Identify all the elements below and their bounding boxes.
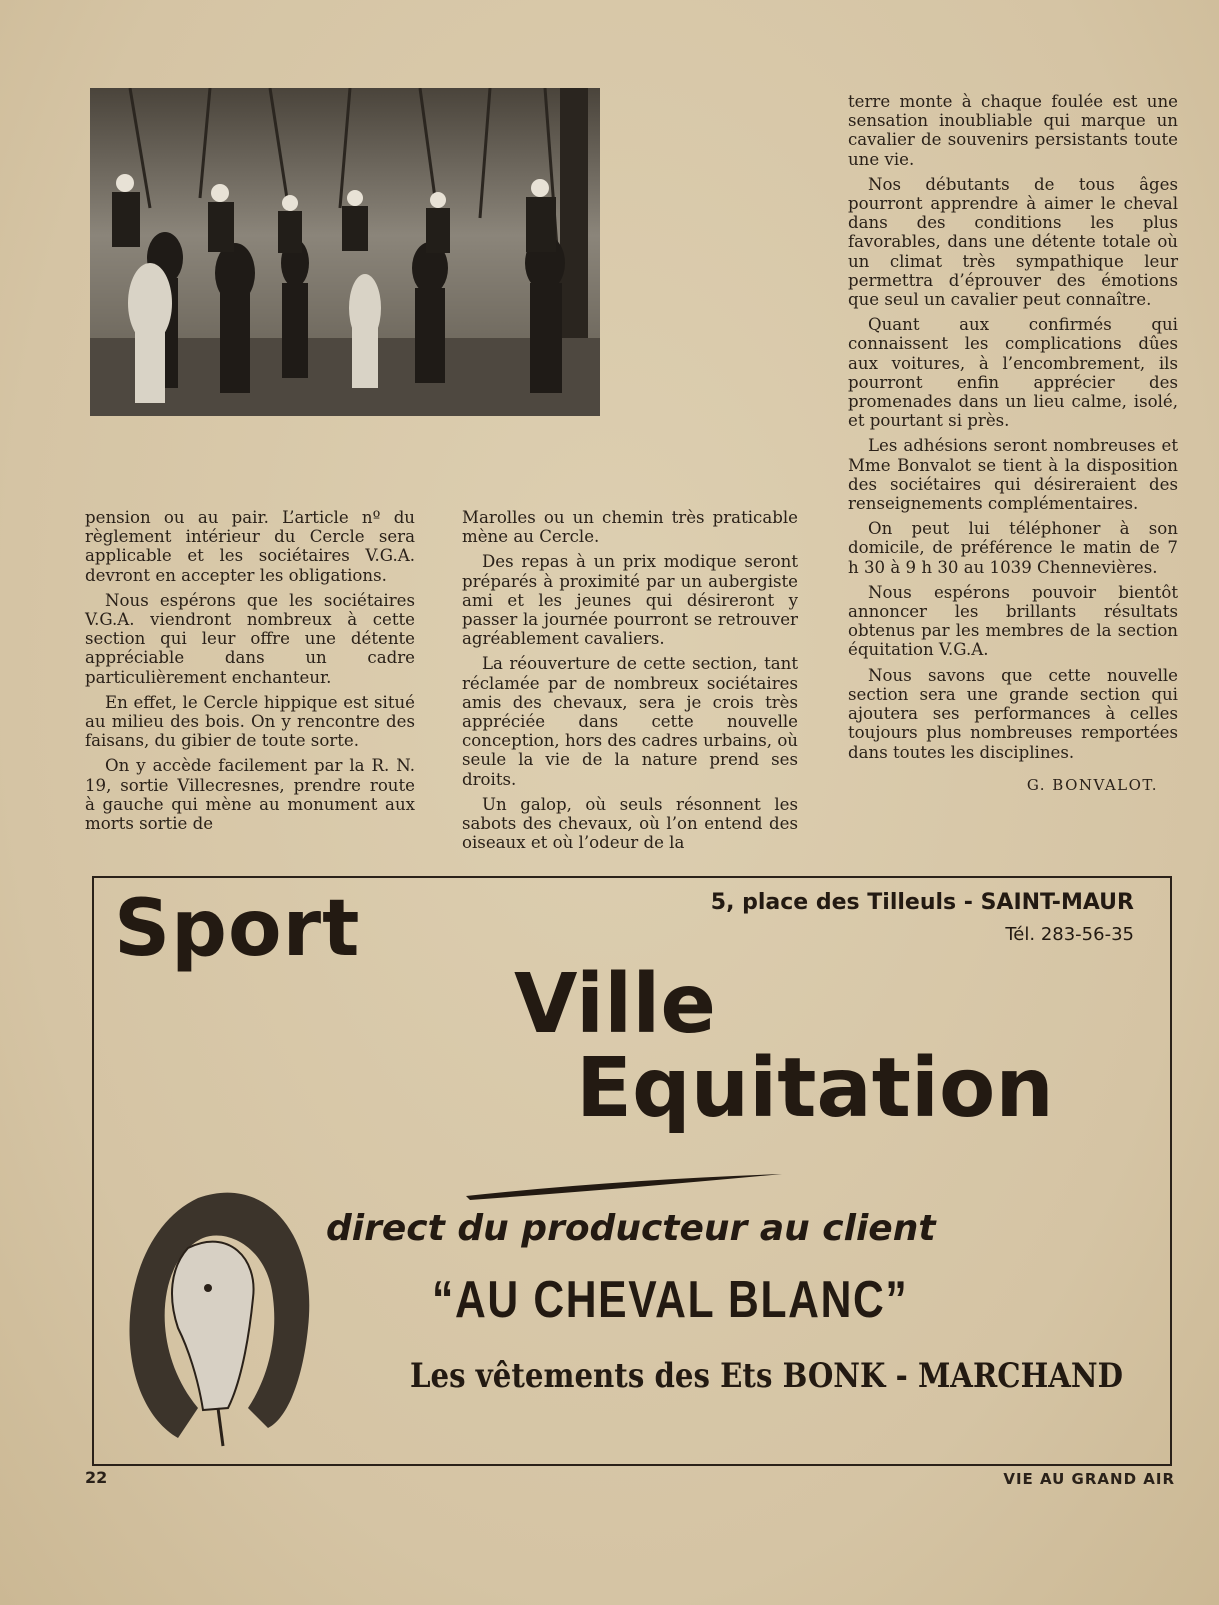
paragraph: La réouverture de cette section, tant réclamée par de nombreux sociétaires amis des chevaux, sera je crois très appréciée dans cette nouvelle conception, hors des cadres urbains, où seule la vie de la nature prend ses droits. — [462, 654, 798, 789]
ad-sport-title: Sport — [114, 884, 361, 974]
ad-equitation-title: Equitation — [576, 1041, 1054, 1136]
paragraph: Nous espérons pouvoir bientôt annoncer les brillants résultats obtenus par les membres de la section équitation V.G.A. — [848, 582, 1178, 660]
magazine-title: VIE AU GRAND AIR — [1003, 1470, 1175, 1488]
paragraph: Nous savons que cette nouvelle section sera une grande section qui ajoutera ses performances à celles toujours plus nombreuses remportées dans toutes les disciplines. — [848, 665, 1178, 762]
paragraph: terre monte à chaque foulée est une sensation inoubliable qui marque un cavalier de souvenirs persistants toute une vie. — [848, 92, 1178, 169]
paragraph: Les adhésions seront nombreuses et Mme Bonvalot se tient à la disposition des sociétaires qui désireraient des renseignements complémentaires. — [848, 436, 1178, 514]
ad-address: 5, place des Tilleuls - SAINT-MAUR — [710, 890, 1134, 915]
advertisement — [92, 876, 1172, 1466]
paragraph: On y accède facilement par la R. N. 19, sortie Villecresnes, prendre route à gauche qui mène au monument aux morts sortie de — [85, 756, 415, 834]
paragraph: Des repas à un prix modique seront préparés à proximité par un aubergiste ami et les jeunes qui désireront y passer la journée pourront se retrouver agréablement cavaliers. — [462, 552, 798, 649]
riders-photo — [90, 88, 600, 416]
paragraph: On peut lui téléphoner à son domicile, de préférence le matin de 7 h 30 à 9 h 30 au 1039 Chennevières. — [848, 519, 1178, 577]
ad-clothing-line: Les vêtements des Ets BONK - MARCHAND — [410, 1356, 1123, 1396]
paragraph: Nos débutants de tous âges pourront apprendre à aimer le cheval dans des conditions les plus favorables, dans une détente totale où un climat très sympathique leur permettra d’éprouver des émotions que seul un cavalier peut connaître. — [848, 174, 1178, 310]
paragraph: Un galop, où seuls résonnent les sabots des chevaux, où l’on entend des oiseaux et où l’odeur de la — [462, 794, 798, 853]
paragraph: Nous espérons que les sociétaires V.G.A. viendront nombreux à cette section qui leur offre une détente appréciable dans un cadre particulièrement enchanteur. — [85, 590, 415, 687]
article-column-1 — [85, 508, 415, 839]
ad-telephone: Tél. 283-56-35 — [1005, 924, 1134, 945]
horseshoe-horse-icon — [118, 1178, 318, 1448]
paragraph: Quant aux confirmés qui connaissent les complications dûes aux voitures, à l’encombrement, ils pourront enfin apprécier des promenades dans un lieu calme, isolé, et pourtant si près. — [848, 315, 1178, 431]
article-column-3 — [848, 92, 1178, 795]
article-column-2 — [462, 508, 798, 858]
paragraph: pension ou au pair. L’article nº du règlement intérieur du Cercle sera applicable et les sociétaires V.G.A. devront en accepter les obligations. — [85, 508, 415, 585]
ad-ville-title: Ville — [514, 957, 716, 1052]
author-signature: G. BONVALOT. — [1026, 775, 1158, 794]
paragraph: En effet, le Cercle hippique est situé au milieu des bois. On y rencontre des faisans, du gibier de toute sorte. — [85, 692, 415, 751]
paragraph: Marolles ou un chemin très praticable mène au Cercle. — [462, 508, 798, 547]
swoosh-decoration — [464, 1174, 784, 1200]
ad-tagline: direct du producteur au client — [326, 1208, 936, 1249]
page-number: 22 — [85, 1468, 108, 1487]
ad-shop-name: “AU CHEVAL BLANC” — [432, 1271, 909, 1329]
